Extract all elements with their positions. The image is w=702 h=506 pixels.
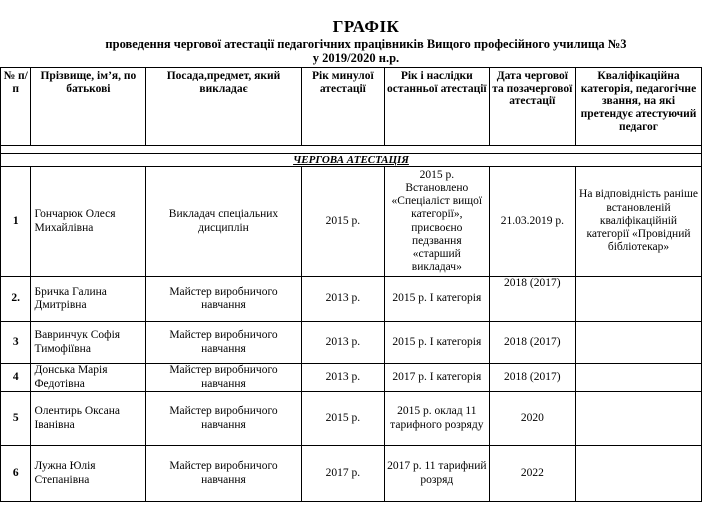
cell-position: Майстер виробничого навчання [146, 446, 301, 502]
cell-last-result: 2015 р. оклад 11 тарифного розряду [385, 392, 490, 446]
cell-category [575, 392, 701, 446]
cell-position: Майстер виробничого навчання [146, 277, 301, 322]
cell-name: Лужна Юлія Степанівна [31, 446, 146, 502]
cell-date: 2022 [489, 446, 575, 502]
cell-date: 2018 (2017) [489, 364, 575, 392]
cell-prev-year: 2015 р. [301, 392, 384, 446]
column-header-prev-year: Рік минулої атестації [301, 68, 384, 146]
attestation-table [0, 67, 702, 502]
cell-num: 4 [1, 364, 31, 392]
cell-prev-year: 2013 р. [301, 364, 384, 392]
cell-date: 21.03.2019 р. [489, 167, 575, 277]
academic-year: у 2019/2020 н.р. [312, 50, 400, 65]
cell-num: 3 [1, 322, 31, 364]
section-row [1, 154, 702, 167]
cell-last-result: 2017 р. 11 тарифний розряд [385, 446, 490, 502]
cell-category [575, 364, 701, 392]
cell-name: Олентирь Оксана Іванівна [31, 392, 146, 446]
document-title: ГРАФІК [332, 17, 400, 36]
table-row [1, 392, 702, 446]
column-header-date: Дата чергової та позачергової атестації [489, 68, 575, 146]
cell-prev-year: 2015 р. [301, 167, 384, 277]
column-header-last-result: Рік і наслідки останньої атестації [385, 68, 490, 146]
cell-num: 1 [1, 167, 31, 277]
cell-num: 2. [1, 277, 31, 322]
table-header-row [1, 68, 702, 146]
cell-last-result: 2015 р. Встановлено «Спеціаліст вищої категорії», присвоєно педзвання «старший викладач» [385, 167, 490, 277]
cell-category [575, 322, 701, 364]
cell-last-result: 2015 р. І категорія [385, 322, 490, 364]
cell-name: Донська Марія Федотівна [31, 364, 146, 392]
column-header-num: № п/п [1, 68, 31, 146]
table-row [1, 167, 702, 277]
table-row [1, 446, 702, 502]
section-label: ЧЕРГОВА АТЕСТАЦІЯ [1, 154, 702, 167]
cell-last-result: 2017 р. І категорія [385, 364, 490, 392]
cell-name: Гончарюк Олеся Михайлівна [31, 167, 146, 277]
table-row [1, 364, 702, 392]
cell-position: Викладач спеціальних дисциплін [146, 167, 301, 277]
table-spacer-row [1, 146, 702, 154]
cell-last-result: 2015 р. І категорія [385, 277, 490, 322]
document-subtitle: проведення чергової атестації педагогічних працівників Вищого професійного училища №3 [105, 37, 627, 51]
cell-date: 2018 (2017) [489, 322, 575, 364]
title-block [0, 18, 702, 64]
cell-prev-year: 2013 р. [301, 277, 384, 322]
cell-name: Вавринчук Софія Тимофіївна [31, 322, 146, 364]
cell-date: 2018 (2017) [489, 277, 575, 322]
column-header-category: Кваліфікаційна категорія, педагогічне звання, на які претендує атестуючий педагог [575, 68, 701, 146]
cell-date: 2020 [489, 392, 575, 446]
cell-num: 5 [1, 392, 31, 446]
cell-position: Майстер виробничого навчання [146, 364, 301, 392]
table-row [1, 322, 702, 364]
column-header-name: Прізвище, ім’я, по батькові [31, 68, 146, 146]
cell-name: Бричка Галина Дмитрівна [31, 277, 146, 322]
cell-position: Майстер виробничого навчання [146, 322, 301, 364]
cell-category: На відповідність раніше встановленій кваліфікаційній категорії «Провідний бібліотекар» [575, 167, 701, 277]
column-header-position: Посада,предмет, який викладає [146, 68, 301, 146]
cell-num: 6 [1, 446, 31, 502]
cell-prev-year: 2017 р. [301, 446, 384, 502]
cell-position: Майстер виробничого навчання [146, 392, 301, 446]
cell-category [575, 277, 701, 322]
cell-prev-year: 2013 р. [301, 322, 384, 364]
table-row [1, 277, 702, 322]
cell-category [575, 446, 701, 502]
spacer-cell [1, 146, 702, 154]
